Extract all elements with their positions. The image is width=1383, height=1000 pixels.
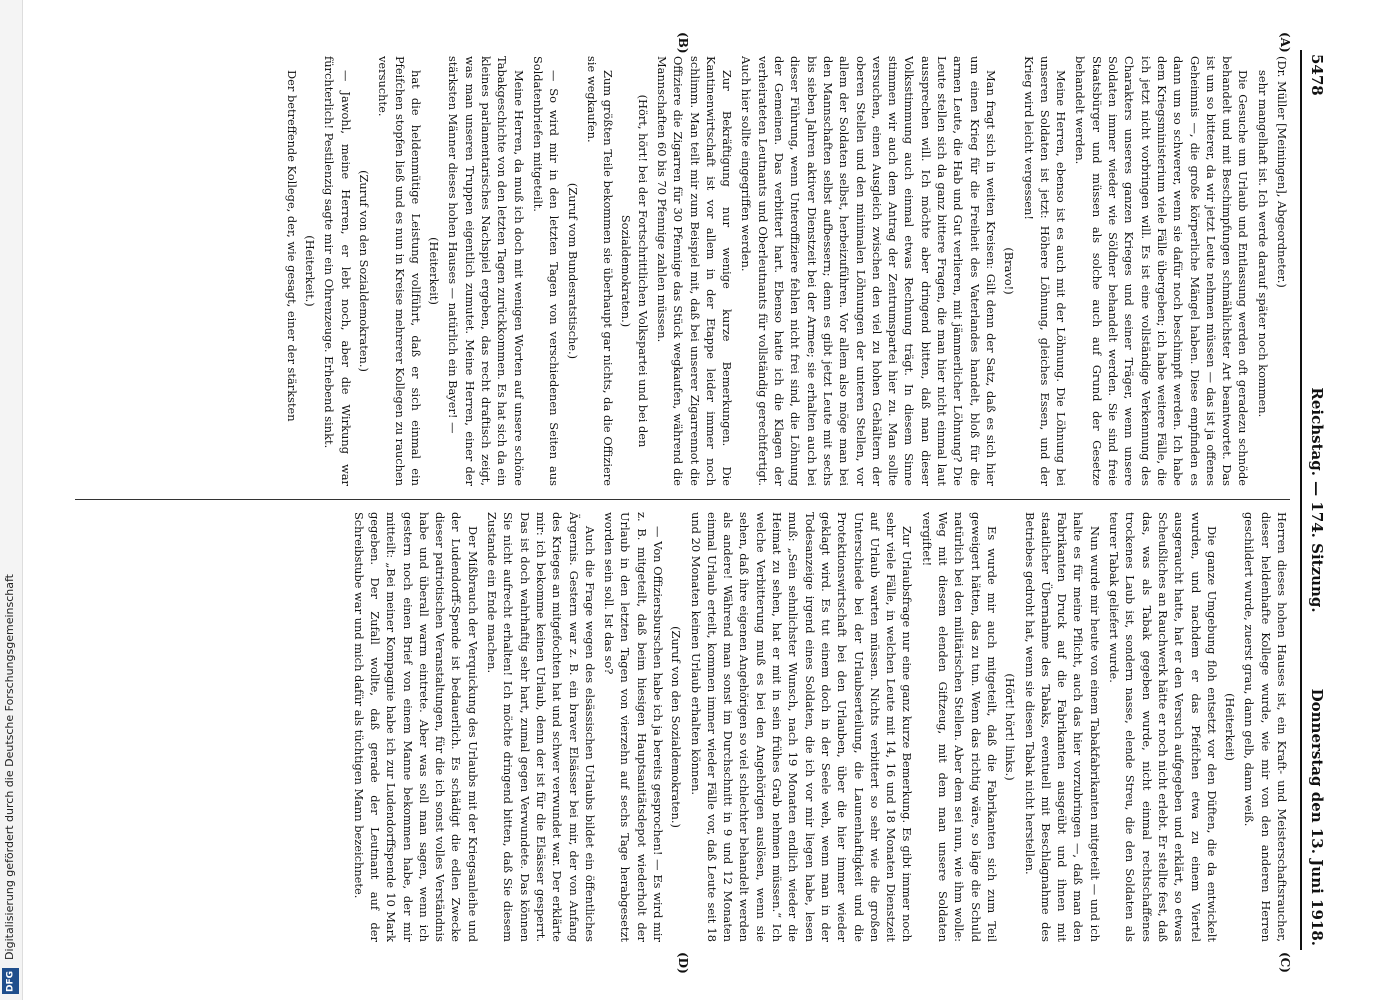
session-title: Reichstag. — 174. Sitzung. — [1308, 387, 1326, 613]
paragraph: sehr mangelhaft ist. Ich werde darauf später noch kommen. — [1255, 70, 1270, 418]
paragraph: — Von Offiziersburschen habe ich ja bereits gesprochen! — Es wird mir z. B. mitgeteilt, daß beim hiesigen Hauptsanitätsdepot wiederholt der Urlaub in den letzten Tagen von vierzehn auf sechs Tage herabgesetzt worden sein soll. Ist das so? — [602, 512, 666, 942]
digitization-notice: Digitalisierung gefördert durch die Deutsche Forschungsgemeinschaft — [3, 574, 16, 960]
paragraph: Die ganze Umgebung floh entsetzt vor den Düften, die da entwickelt wurden, und nachdem er das Pfeifchen etwa zu einem Viertel ausgeraucht hatte, hat er den Versuch aufgegeben und erklärt, so etwas Scheußliches an Rauchwerk hätte er noch nicht erlebt. Er stellte fest, daß das, was als Tabak gegeben wurde, nicht einmal rechtschaffenes trockenes Laub ist, sondern nasse, elende Streu, die den Soldaten als teurer Tabak geliefert wurde. — [1107, 512, 1219, 942]
paragraph: — So wird mir in den letzten Tagen von verschiedenen Seiten aus Soldatenbriefen mitgeteilt. — [530, 56, 562, 486]
paragraph: — Jawohl, meine Herren, er lebt noch, aber die Wirkung war fürchterlich! Pestilenzig sagte mir ein Ohrenzeuge. Erhebend sinkt. — [322, 56, 353, 486]
page-number: 5478 — [1308, 54, 1326, 96]
paragraph: Die Gesuche um Urlaub und Entlassung werden oft geradezu schnöde behandelt und mit Beschimpfungen schmählichster Art beantwortet. Das ist um so bitterer, da wir jetzt Leute nehmen müssen — das ist ja offenes Geheimnis —, die große körperliche Mängel haben. Diese empfinden es dann um so schwerer, wenn sie dafür noch beschimpft werden. Ich habe dem Kriegsministerium viele Fälle übergeben; ich habe weitere Fälle, die ich jetzt nicht vorbringen will. Es ist eine vollständige Verkennung des Charakters unseres ganzen Krieges und seiner Träger, wenn unsere Soldaten immer wieder wie Söldner behandelt werden. Sie sind freie Staatsbürger und müssen als solche auch auf Grund der Gesetze behandelt werden. — [1073, 56, 1251, 486]
digitization-strip — [0, 0, 23, 1000]
paragraph: Zum größten Teile bekommen sie überhaupt gar nichts, da die Offiziere sie wegkaufen. — [584, 56, 616, 486]
stage-direction: (Heiterkeit) — [1223, 693, 1238, 761]
dfg-logo: DFG — [2, 968, 19, 994]
column-divider — [75, 499, 1290, 500]
paragraph: Auch die Frage wegen des elsässischen Urlaubs bildet ein öffentliches Ärgernis. Gestern war z. B. ein braver Elsässer bei mir, der von Anfang des Krieges an mitgefochten hat und schwer verwundet war. Der erklärte mir: ich bekomme keinen Urlaub, denn der ist für die Elsässer gesperrt. Das ist doch wahrhaftig sehr hart, zumal gegen Verwundete. Das können Sie nicht aufrecht erhalten! Ich möchte dringend bitten, daß Sie diesem Zustande ein Ende machen. — [485, 512, 597, 942]
paragraph: hat die heldenmütige Leistung vollführt, daß er sich einmal ein Pfeifchen stopfen ließ und es nun in Kreise mehrerer Kollegen zu rauchen versuchte. — [376, 56, 423, 486]
margin-marker-a: (A) — [1278, 32, 1292, 53]
margin-marker-d: (D) — [676, 952, 690, 974]
page-header — [1300, 50, 1330, 950]
paragraph: Herren dieses hohen Hauses ist, ein Kraft- und Meisterschaftsraucher, dieser heldenhafte Kollege wurde, wie mir von den anderen Herren geschildert wurde, zuerst grau, dann gelb, dann weiß. — [1242, 512, 1289, 942]
paragraph: Es wurde mir auch mitgeteilt, daß die Fabrikanten sich zum Teil geweigert hätten, das zu tun. Wenn das richtig wäre, so läge die Schuld natürlich bei den militärischen Stellen. Aber dem sei nun, wie ihm wolle: Weg mit diesem elenden Giftzeug, mit dem man unsere Soldaten vergiftet! — [919, 512, 999, 942]
right-text-column — [75, 512, 1290, 942]
stage-direction: (Zuruf vom Bundesratstische.) — [565, 182, 580, 360]
scanned-page-area — [60, 32, 1330, 974]
rotated-newspaper-page — [60, 32, 1330, 974]
paragraph: Man fragt sich in weiten Kreisen: Gilt denn der Satz, daß es sich hier um einen Krieg für die Freiheit des Vaterlandes handelt, bloß für die armen Leute, die Hab und Gut verlieren, mit jämmerlicher Löhnung? Die Leute stellen sich da ganz bittere Fragen, die man hier nicht einmal laut aussprechen will. Ich möchte aber dringend bitten, daß man dieser Volksstimmung auch einmal etwas Rechnung trägt. In diesem Sinne stimmen wir auch dem Antrag der Zentrumspartei hier zu. Man sollte versuchen, einen Ausgleich zwischen den viel zu hohen Gehältern der oberen Stellen und den minimalen Löhnungen der unteren Stellen, vor allem der Soldaten selbst, herbeizuführen. Vor allem also möge man bei den Mannschaften selbst aufbessern; denn es gibt jetzt Leute mit sechs bis sieben Jahren aktiver Dienstzeit bei der Armee; sie erhalten auch bei dieser Führung, wenn Unteroffiziere fehlen nicht frei sind, die Löhnung der Gemeinen. Das verbittert hart. Ebenso hatte ich die Klagen der verheirateten Leutnants und Oberleutnants für vollständig gerechtfertigt. Auch hier sollte eingegriffen werden. — [739, 56, 998, 486]
stage-direction: (Zuruf von den Sozialdemokraten.) — [356, 170, 371, 372]
margin-marker-c: (C) — [1278, 952, 1292, 973]
session-date: Donnerstag den 13. Juni 1918. — [1308, 688, 1326, 946]
left-text-column — [75, 56, 1290, 486]
stage-direction: (Hört! hört! links.) — [1003, 673, 1018, 781]
paragraph: Zur Bekräftigung nur wenige kurze Bemerkungen. Die Kantinenwirtschaft ist vor allem in der Etappe leider immer noch schlimm. Man teilt mir zum Beispiel mit, daß bei unserer Zigarrennot die Offiziere die Zigarren für 30 Pfennige das Stück wegkaufen, während die Mannschaften 60 bis 70 Pfennige zahlen müssen. — [655, 56, 735, 486]
paragraph: Zur Urlaubsfrage nur eine ganz kurze Bemerkung. Es gibt immer noch sehr viele Fälle, in welchen Leute mit 14, 16 und 18 Monaten Dienstzeit auf Urlaub warten müssen. Nichts verbittert so sehr wie die großen Unterschiede bei der Urlaubserteilung, die Launenhaftigkeit und die Protektionswirtschaft bei den Urlauben, über die hier immer wieder geklagt wird. Es tut einem doch in der Seele weh, wenn man in der Todesanzeige irgend eines Soldaten, die ich vor mir liegen habe, lesen muß: „Sein sehnlichster Wunsch, nach 19 Monaten endlich wieder die Heimat zu sehen, hat er mit in sein frühes Grab nehmen müssen.“ Ich welche Verbitterung muß es bei den Angehörigen auslösen, wenn sie sehen, daß ihre eigenen Angehörigen so viel schlechter behandelt werden als andere! Während man sonst im Durchschnitt in 9 und 12 Monaten einmal Urlaub erteilt, kommen immer wieder Fälle vor, daß Leute seit 18 und 20 Monaten keinen Urlaub erhalten können. — [688, 512, 915, 942]
stage-direction: (Heiterkeit) — [427, 237, 442, 305]
paragraph: Meine Herren, ebenso ist es auch mit der Löhnung. Die Löhnung bei unseren Soldaten ist jetzt: Höhere Löhnung, gleiches Essen, und der Krieg wird leicht vergessen! — [1021, 56, 1069, 486]
margin-marker-b: (B) — [676, 32, 690, 54]
stage-direction: (Zuruf von den Sozialdemokraten.) — [669, 626, 684, 828]
stage-direction: (Heiterkeit.) — [303, 235, 318, 307]
stage-direction: (Hört, hört! bei der Fortschrittlichen Volkspartei und bei den Sozialdemokraten.) — [619, 94, 650, 448]
speaker-line: (Dr. Müller [Meiningen], Abgeordneter.) — [1275, 56, 1289, 288]
paragraph: Der betreffende Kollege, der, wie gesagt, einer der stärksten — [284, 70, 299, 422]
paragraph: Der Mißbrauch der Verquickung des Urlaubs mit der Kriegsanleihe und der Ludendorff-Spende ist bedauerlich. Es schädigt die edlen Zwecke dieser patriotischen Veranstaltungen, für die ich sonst volles Verständnis habe und überall warm eintrete. Aber was soll man sagen, wenn ich gestern noch einen Brief von einem Manne bekommen habe, der mir mitteilt: „Bei meiner Kompagnie habe ich zur Ludendorffspende 10 Mark gegeben. Der Zufall wollte, daß gerade der Leutnant auf der Schreibstube war und mich dafür als tüchtigen Mann bezeichnete. — [351, 512, 480, 942]
paragraph: Meine Herren, da muß ich doch mit wenigen Worten auf unsere schöne Tabakgeschichte von den letzten Tagen zurückkommen. Es hat sich da ein kleines parlamentarisches Nachspiel ergeben, das recht draftisch zeigt, was man unseren Truppen eigentlich zumutet. Meine Herren, einer der stärksten Männer dieses hohen Hauses — natürlich ein Bayer! — — [446, 56, 526, 486]
stage-direction: (Bravo!) — [1002, 247, 1017, 295]
paragraph: Nun wurde mir heute von einem Tabakfabrikanten mitgeteilt — und ich halte es für meine Pflicht, auch das hier vorzubringen —, daß man den Fabrikanten Druck auf die Fabrikanten ausgeübt und ihnen mit staatlicher Übernahme des Tabaks, eventuell mit Beschlagnahme des Betriebes gedroht hat, wenn sie diesen Tabak nicht herstellen. — [1022, 512, 1102, 942]
